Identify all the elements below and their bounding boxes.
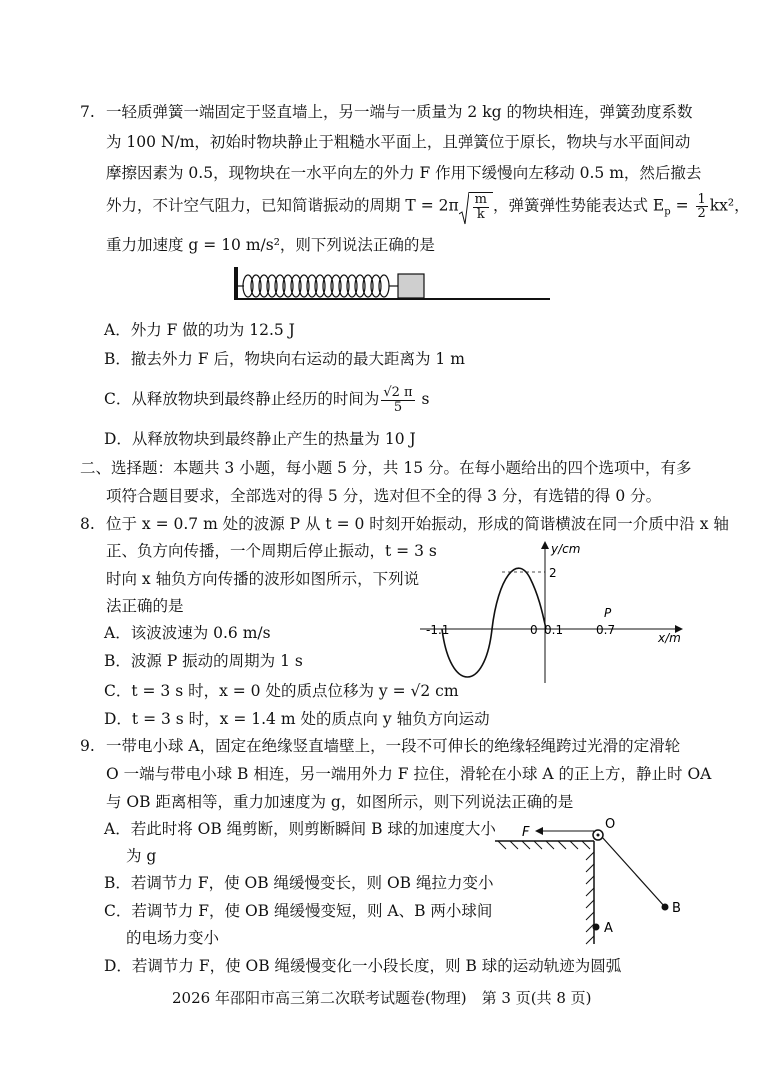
rope-ob	[602, 837, 665, 907]
pulley-figure	[490, 812, 690, 947]
q7-text-line5: 重力加速度 g = 10 m/s²，则下列说法正确的是	[106, 236, 435, 254]
q9-option-c-line2: 的电场力变小	[126, 929, 220, 947]
ball-a	[593, 924, 600, 931]
q9-text-line3: 与 OB 距离相等，重力加速度为 g，如图所示，则下列说法正确的是	[106, 793, 574, 811]
wave-graph	[420, 538, 690, 688]
ep-subscript: p	[664, 206, 671, 218]
ep-frac-den: 2	[697, 206, 706, 222]
ball-b	[662, 904, 669, 911]
label-o: O	[605, 817, 616, 832]
tick-2: 2	[549, 566, 557, 580]
ep-frac-num: 1	[697, 191, 706, 207]
tick-neg-1-1: -1.1	[426, 623, 450, 637]
wall	[234, 267, 238, 299]
sqrt-formula	[459, 192, 493, 221]
spring-block-figure	[230, 265, 560, 305]
spring-coils	[238, 275, 398, 297]
q9-option-a-line1: A．若此时将 OB 绳剪断，则剪断瞬间 B 球的加速度大小	[104, 820, 496, 838]
q7-line4-c: =	[670, 196, 694, 215]
label-b: B	[672, 901, 681, 916]
q7-line4-b: ，弹簧弹性势能表达式 E	[493, 196, 665, 215]
tick-0: 0	[530, 623, 538, 637]
label-a: A	[604, 921, 613, 936]
q8-text-line4: 法正确的是	[106, 597, 184, 615]
label-f: F	[522, 825, 530, 840]
q9-text-line1: 一带电小球 A，固定在绝缘竖直墙壁上，一段不可伸长的绝缘轻绳跨过光滑的定滑轮	[106, 737, 681, 755]
q7-text-line2: 为 100 N/m，初始时物块静止于粗糙水平面上，且弹簧位于原长，物块与水平面间动	[106, 133, 691, 151]
point-p-label: P	[604, 606, 612, 620]
q7-option-d: D．从释放物块到最终静止产生的热量为 10 J	[104, 430, 416, 448]
q7-line4-d: kx²，	[709, 196, 750, 215]
q8-number: 8.	[80, 515, 95, 533]
pulley-center	[597, 834, 600, 837]
q9-option-c-line1: C．若调节力 F，使 OB 绳缓慢变短，则 A、B 两小球间	[104, 902, 493, 920]
period-frac-num: m	[474, 192, 487, 207]
q7-option-c-den: 5	[393, 399, 403, 415]
tick-0-1: 0.1	[544, 623, 564, 637]
q7-number: 7.	[80, 103, 95, 121]
q8-option-d: D．t = 3 s 时，x = 1.4 m 处的质点向 y 轴负方向运动	[104, 710, 490, 728]
x-axis-label: x/m	[658, 631, 681, 645]
q8-option-c: C．t = 3 s 时，x = 0 处的质点位移为 y = √2 cm	[104, 682, 459, 700]
page-footer: 2026 年邵阳市高三第二次联考试题卷(物理) 第 3 页(共 8 页)	[172, 989, 592, 1007]
q7-option-b: B．撤去外力 F 后，物块向右运动的最大距离为 1 m	[104, 350, 465, 368]
q7-option-a: A．外力 F 做的功为 12.5 J	[104, 321, 295, 339]
q9-number: 9.	[80, 737, 95, 755]
ceiling-hatch	[498, 841, 590, 849]
q7-option-c-num: √2 π	[383, 385, 413, 400]
period-frac-den: k	[476, 206, 485, 222]
wall-hatch	[586, 852, 594, 944]
block	[398, 274, 424, 298]
q7-text-line4	[106, 192, 750, 221]
section2-heading-line1: 二、选择题：本题共 3 小题，每小题 5 分，共 15 分。在每小题给出的四个选项中，有多	[80, 459, 692, 477]
q8-option-a: A．该波波速为 0.6 m/s	[104, 624, 271, 642]
q7-text-line3: 摩擦因素为 0.5，现物块在一水平向左的外力 F 作用下缓慢向左移动 0.5 m，然后撤去	[106, 164, 702, 182]
section2-heading-line2: 项符合题目要求，全部选对的得 5 分，选对但不全的得 3 分，有选错的得 0 分。	[106, 487, 662, 505]
q8-option-b: B．波源 P 振动的周期为 1 s	[104, 652, 303, 670]
q7-option-c-pre: C．从释放物块到最终静止经历的时间为	[104, 390, 380, 409]
q8-text-line1: 位于 x = 0.7 m 处的波源 P 从 t = 0 时刻开始振动，形成的简谐横波在同一介质中沿 x 轴	[106, 515, 729, 533]
q7-option-c	[104, 386, 430, 414]
q8-text-line2: 正、负方向传播，一个周期后停止振动，t = 3 s	[106, 542, 437, 560]
q9-text-line2: O 一端与带电小球 B 相连，另一端用外力 F 拉住，滑轮在小球 A 的正上方，静止时 OA	[106, 765, 712, 783]
q8-text-line3: 时向 x 轴负方向传播的波形如图所示，下列说	[106, 570, 420, 588]
tick-0-7: 0.7	[596, 623, 616, 637]
y-axis-label: y/cm	[551, 542, 581, 556]
q9-option-a-line2: 为 g	[126, 847, 157, 865]
q7-text-line1: 一轻质弹簧一端固定于竖直墙上，另一端与一质量为 2 kg 的物块相连，弹簧劲度系数	[106, 103, 693, 121]
q7-line4-a: 外力，不计空气阻力，已知简谐振动的周期 T = 2π	[106, 196, 459, 215]
q7-option-c-post: s	[416, 390, 430, 409]
q9-option-b: B．若调节力 F，使 OB 绳缓慢变长，则 OB 绳拉力变小	[104, 874, 494, 892]
q9-option-d: D．若调节力 F，使 OB 绳缓慢变化一小段长度，则 B 球的运动轨迹为圆弧	[104, 957, 622, 975]
